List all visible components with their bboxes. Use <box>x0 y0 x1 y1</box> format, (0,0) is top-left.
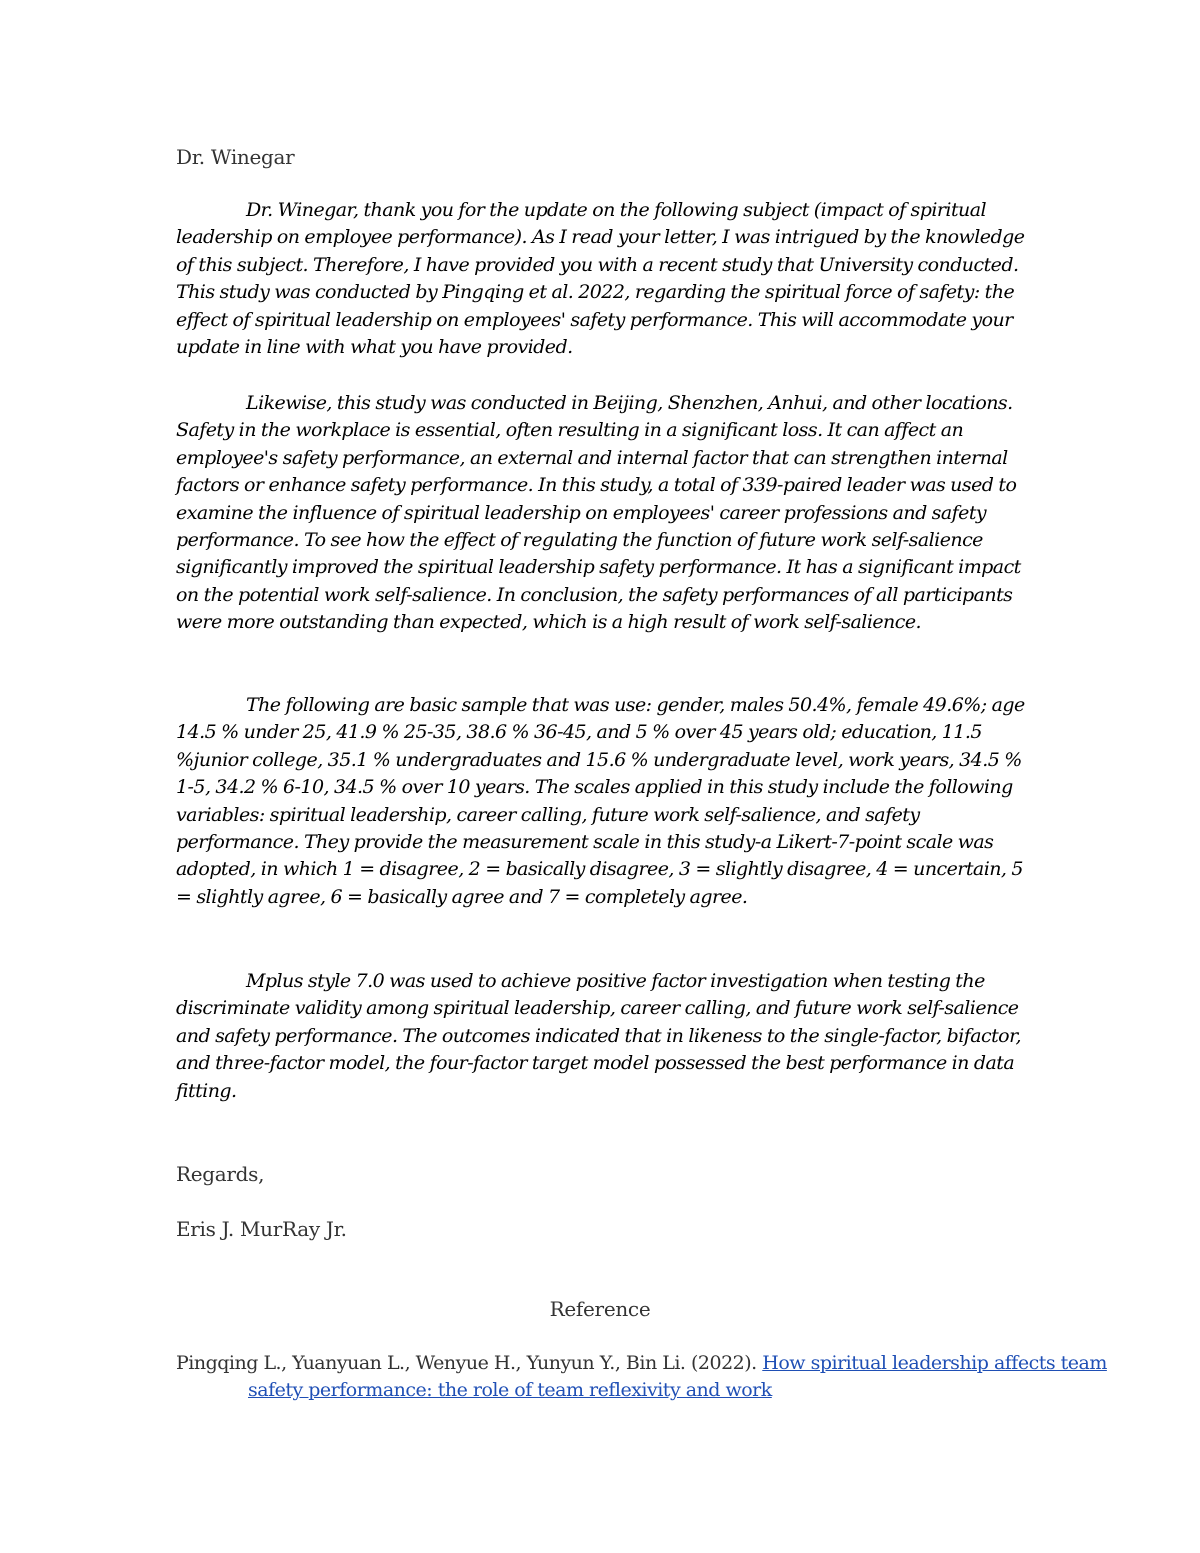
closing: Regards, <box>176 1162 265 1186</box>
reference-entry <box>176 1350 1108 1404</box>
reference-authors: Pingqing L., Yuanyuan L., Wenyue H., Yunyun Y., Bin Li. (2022). <box>176 1352 763 1374</box>
paragraph-2: Likewise, this study was conducted in Beijing, Shenzhen, Anhui, and other locations. Safety in the workplace is essential, often resulting in a significant loss. It can affect an employee's safety performance, an external and internal factor that can strengthen internal factors or enhance safety performance. In this study, a total of 339-paired leader was used to examine the influence of spiritual leadership on employees' career professions and safety performance. To see how the effect of regulating the function of future work self-salience significantly improved the spiritual leadership safety performance. It has a significant impact on the potential work self-salience. In conclusion, the safety performances of all participants were more outstanding than expected, which is a high result of work self-salience. <box>176 392 1021 634</box>
signature: Eris J. MurRay Jr. <box>176 1217 347 1241</box>
paragraph-1: Dr. Winegar, thank you for the update on the following subject (impact of spiritual leadership on employee performance). As I read your letter, I was intrigued by the knowledge of this subject. Therefore, I have provided you with a recent study that University conducted. This study was conducted by Pingqing et al. 2022, regarding the spiritual force of safety: the effect of spiritual leadership on employees' safety performance. This will accommodate your update in line with what you have provided. <box>176 199 1025 359</box>
paragraph-3: The following are basic sample that was use: gender, males 50.4%, female 49.6%; age 14.5 % under 25, 41.9 % 25-35, 38.6 % 36-45, and 5 % over 45 years old; education, 11.5 %junior college, 35.1 % undergraduates and 15.6 % undergraduate level, work years, 34.5 % 1-5, 34.2 % 6-10, 34.5 % over 10 years. The scales applied in this study include the following variables: spiritual leadership, career calling, future work self-salience, and safety performance. They provide the measurement scale in this study-a Likert-7-point scale was adopted, in which 1 = disagree, 2 = basically disagree, 3 = slightly disagree, 4 = uncertain, 5 = slightly agree, 6 = basically agree and 7 = completely agree. <box>176 694 1025 908</box>
paragraph-4: Mplus style 7.0 was used to achieve positive factor investigation when testing the discriminate validity among spiritual leadership, career calling, and future work self-salience and safety performance. The outcomes indicated that in likeness to the single-factor, bifactor, and three-factor model, the four-factor target model possessed the best performance in data fitting. <box>176 970 1022 1102</box>
reference-heading: Reference <box>549 1297 651 1321</box>
reference-link[interactable]: How spiritual leadership affects team safety performance: the role of team reflexivity and work <box>248 1352 1107 1401</box>
salutation: Dr. Winegar <box>176 145 295 169</box>
